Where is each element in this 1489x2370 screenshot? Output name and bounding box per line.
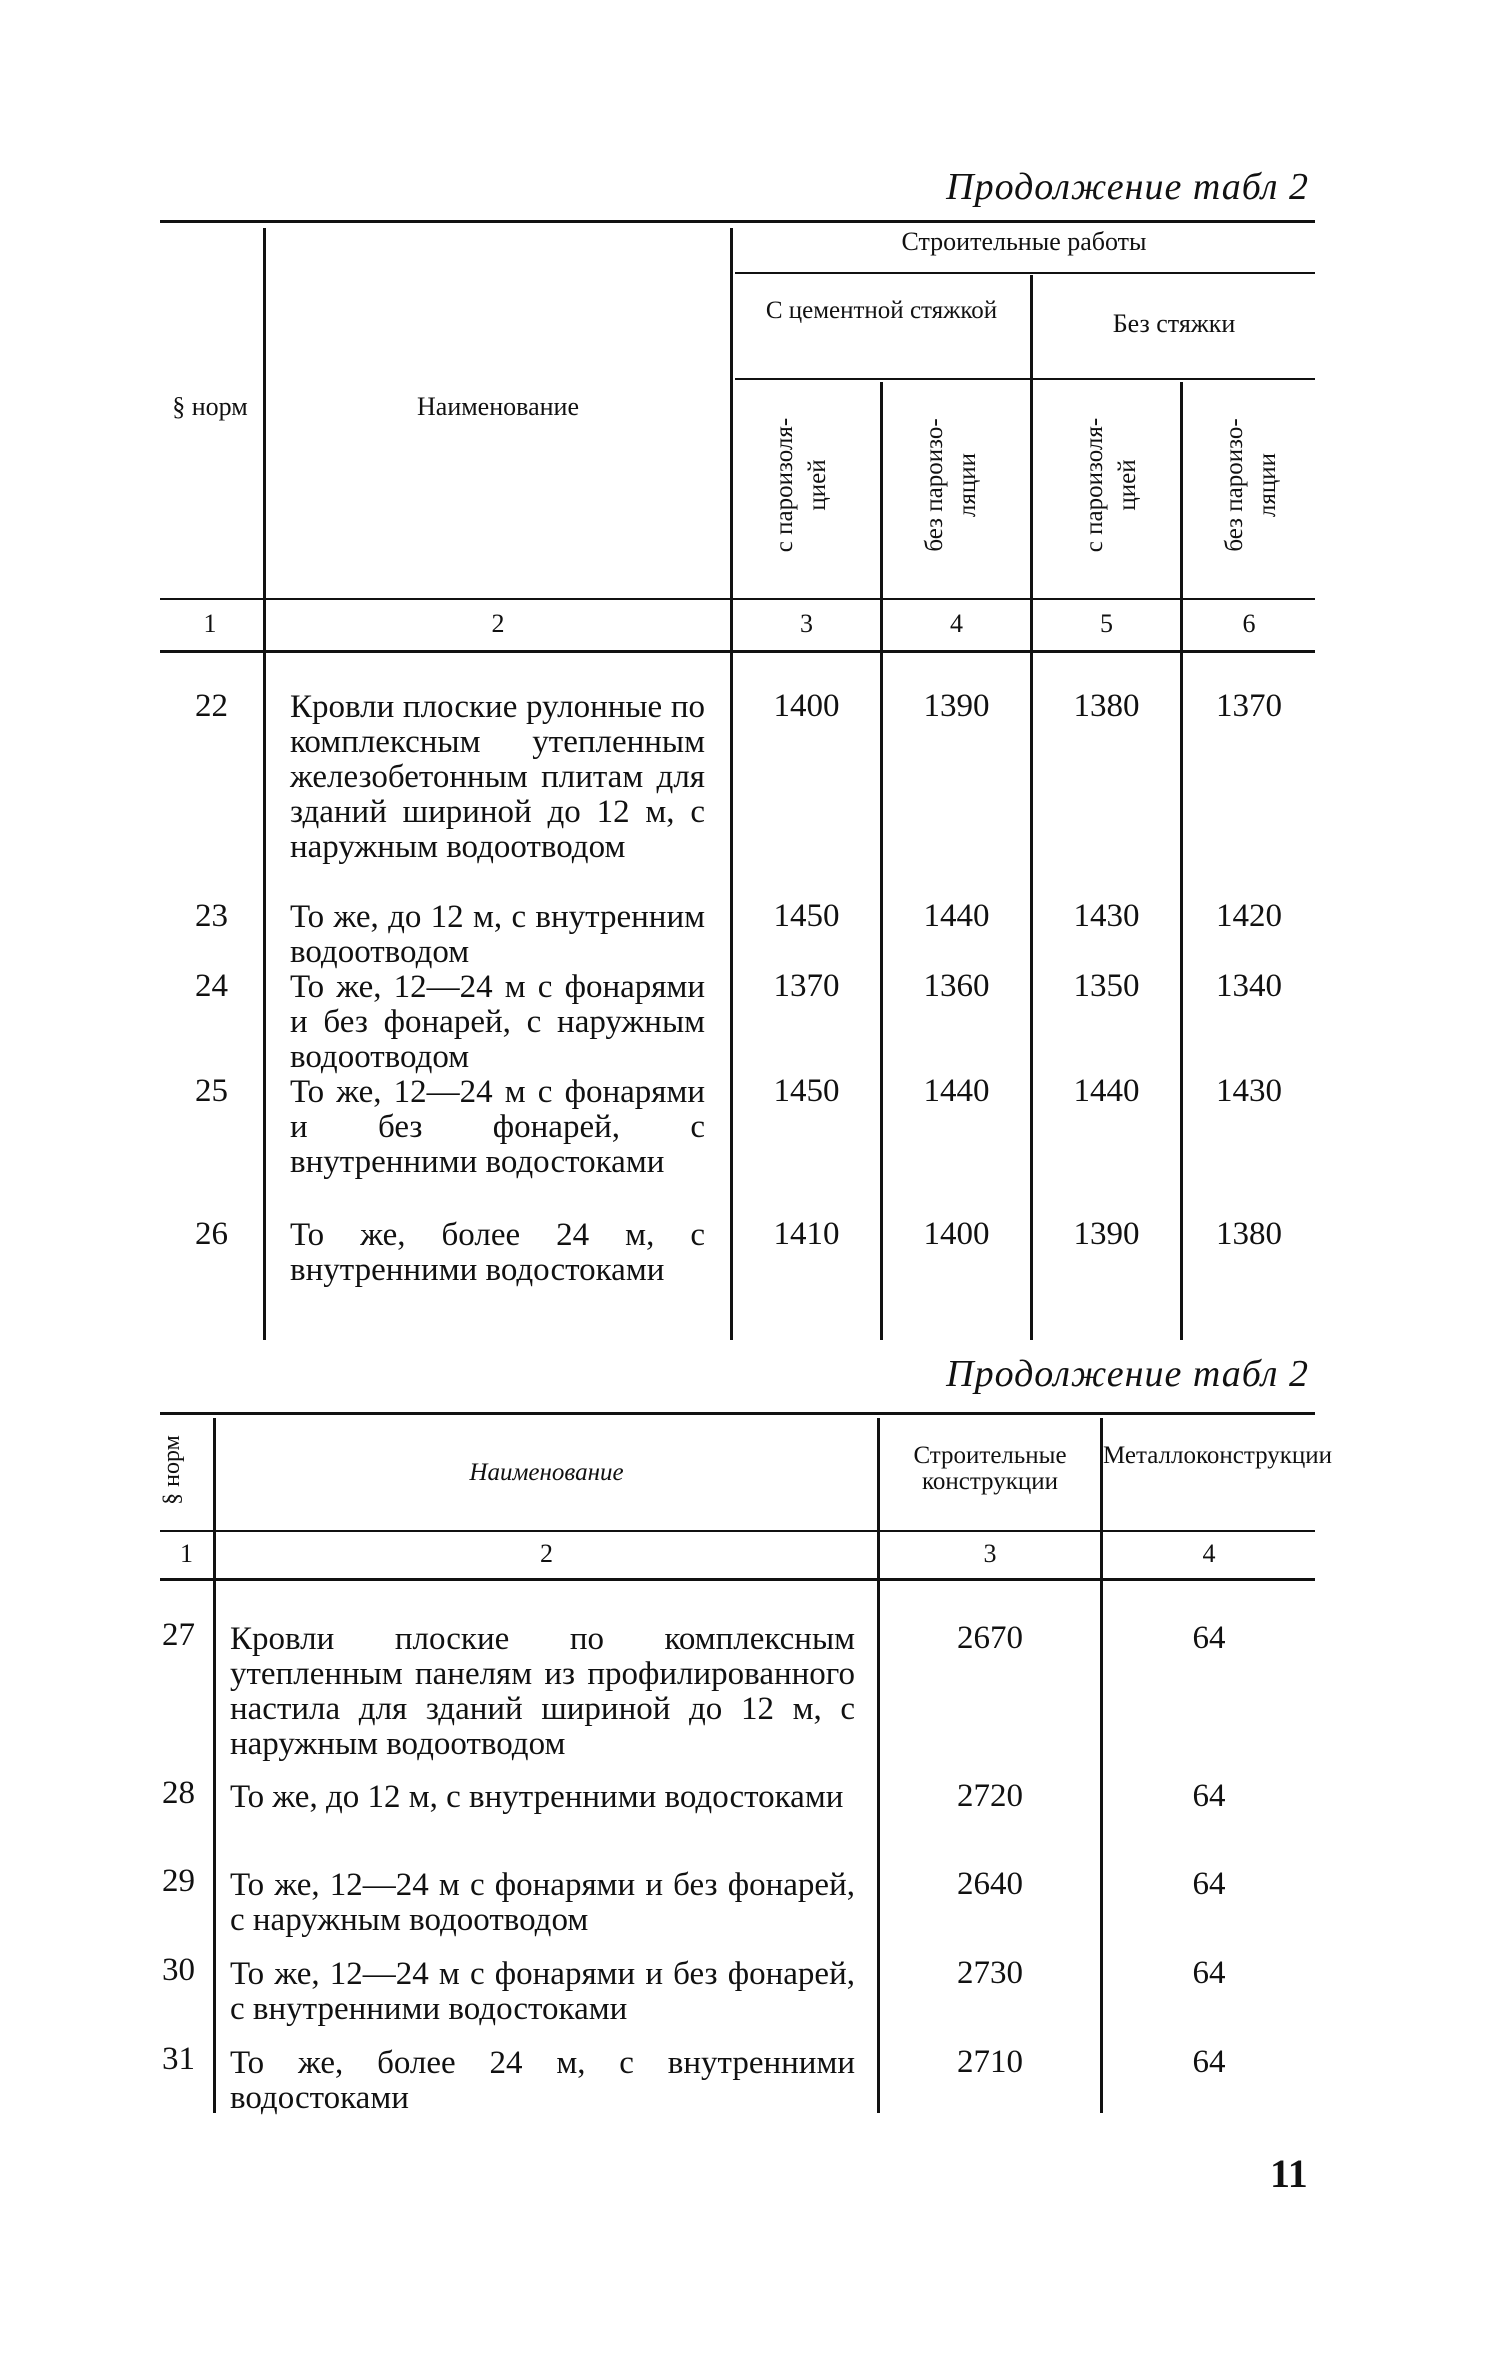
row-value: 1350 xyxy=(1073,968,1140,1004)
table1-col4-header-b: ляции xyxy=(954,452,981,518)
row-value: 1400 xyxy=(923,1216,990,1252)
row-value: 1440 xyxy=(1073,1073,1140,1109)
row-description: Кровли плоские по комплексным утепленным панелям из профилированного настила для зданий шириной до 12 м, с наружным водоотводом xyxy=(230,1621,855,1762)
row-value: 1370 xyxy=(1216,688,1282,724)
row-value: 1440 xyxy=(923,1073,990,1109)
row-value: 64 xyxy=(1192,1866,1226,1902)
row-number: 29 xyxy=(162,1863,195,1899)
row-description: То же, до 12 м, с внутренним водоотводом xyxy=(290,899,705,970)
table1-col6-header-b: ляции xyxy=(1254,452,1281,518)
table2-colnum: 3 xyxy=(983,1539,997,1568)
row-description: То же, 12—24 м с фонарями и без фонарей, с наружным водоотводом xyxy=(290,969,705,1075)
table1-header-cement: С цементной стяжкой xyxy=(765,297,998,324)
row-value: 1430 xyxy=(1216,1073,1282,1109)
table1-header-norm: § норм xyxy=(172,392,248,421)
table2-colnum: 1 xyxy=(180,1539,193,1568)
table2-header-col3: Строительные конструкции xyxy=(913,1442,1067,1496)
table2-caption: Продолжение табл 2 xyxy=(946,1353,1309,1395)
row-number: 27 xyxy=(162,1617,195,1653)
table2-colnum: 4 xyxy=(1202,1539,1216,1568)
row-value: 64 xyxy=(1192,1778,1226,1814)
row-value: 1430 xyxy=(1073,898,1140,934)
row-description: То же, 12—24 м с фонарями и без фонарей, с внутренними водостоками xyxy=(290,1074,705,1180)
row-value: 2730 xyxy=(957,1955,1023,1991)
table1-caption: Продолжение табл 2 xyxy=(946,166,1309,208)
row-value: 64 xyxy=(1192,1620,1226,1656)
row-value: 2640 xyxy=(957,1866,1023,1902)
row-value: 1400 xyxy=(773,688,840,724)
row-number: 23 xyxy=(195,898,228,934)
row-value: 1390 xyxy=(1073,1216,1140,1252)
row-number: 30 xyxy=(162,1952,195,1988)
table2-header-col4: Металлоконструкции xyxy=(1103,1442,1333,1469)
row-description: То же, более 24 м, с внутренними водостоками xyxy=(230,2045,855,2116)
table1-colnum: 6 xyxy=(1242,609,1256,638)
row-value: 1380 xyxy=(1216,1216,1282,1252)
table1-col4-header-a: без пароизо- xyxy=(921,418,948,552)
row-number: 26 xyxy=(195,1216,228,1252)
row-value: 1410 xyxy=(773,1216,840,1252)
row-value: 64 xyxy=(1192,1955,1226,1991)
table1-col6-header-a: без пароизо- xyxy=(1221,418,1248,552)
table1-col3-header-b: цией xyxy=(804,459,831,511)
table1-colnum: 2 xyxy=(491,609,505,638)
table1-col5-header-a: с пароизоля- xyxy=(1081,417,1108,553)
table1-header-group: Строительные работы xyxy=(901,227,1147,256)
table1-header-nostyazh: Без стяжки xyxy=(1112,309,1236,338)
row-number: 31 xyxy=(162,2041,195,2077)
row-description: То же, 12—24 м с фонарями и без фонарей, с наружным водоотводом xyxy=(230,1867,855,1938)
row-value: 1450 xyxy=(773,1073,840,1109)
row-value: 2720 xyxy=(957,1778,1023,1814)
table2-colnum: 2 xyxy=(540,1539,553,1568)
page-number: 11 xyxy=(1270,2151,1308,2196)
row-value: 64 xyxy=(1192,2044,1226,2080)
row-value: 1390 xyxy=(923,688,990,724)
table1-colnum: 4 xyxy=(950,609,963,638)
row-number: 24 xyxy=(195,968,228,1004)
row-description: То же, до 12 м, с внутренними водостоками xyxy=(230,1779,844,1815)
row-number: 25 xyxy=(195,1073,228,1109)
row-value: 1420 xyxy=(1216,898,1282,934)
row-number: 28 xyxy=(162,1775,195,1811)
table1-header-name: Наименование xyxy=(417,392,579,421)
row-description: То же, более 24 м, с внутренними водостоками xyxy=(290,1217,705,1288)
table1-colnum: 3 xyxy=(800,609,813,638)
row-value: 1440 xyxy=(923,898,990,934)
table2-header-name: Наименование xyxy=(469,1459,624,1486)
table1-colnum: 5 xyxy=(1100,609,1113,638)
row-value: 1450 xyxy=(773,898,840,934)
row-value: 2710 xyxy=(957,2044,1023,2080)
row-value: 1370 xyxy=(773,968,840,1004)
row-description: То же, 12—24 м с фонарями и без фонарей, с внутренними водостоками xyxy=(230,1956,855,2027)
table1-colnum: 1 xyxy=(203,609,217,638)
row-value: 1360 xyxy=(923,968,990,1004)
table1-col3-header-a: с пароизоля- xyxy=(771,417,798,553)
row-value: 2670 xyxy=(957,1620,1023,1656)
table1-col5-header-b: цией xyxy=(1114,459,1141,511)
row-value: 1340 xyxy=(1216,968,1282,1004)
table2-header-norm: § норм xyxy=(159,1435,185,1505)
row-description: Кровли плоские рулонные по комплексным утепленным железобетонным плитам для зданий шириной до 12 м, с наружным водоотводом xyxy=(290,689,705,865)
row-number: 22 xyxy=(195,688,228,724)
row-value: 1380 xyxy=(1073,688,1140,724)
